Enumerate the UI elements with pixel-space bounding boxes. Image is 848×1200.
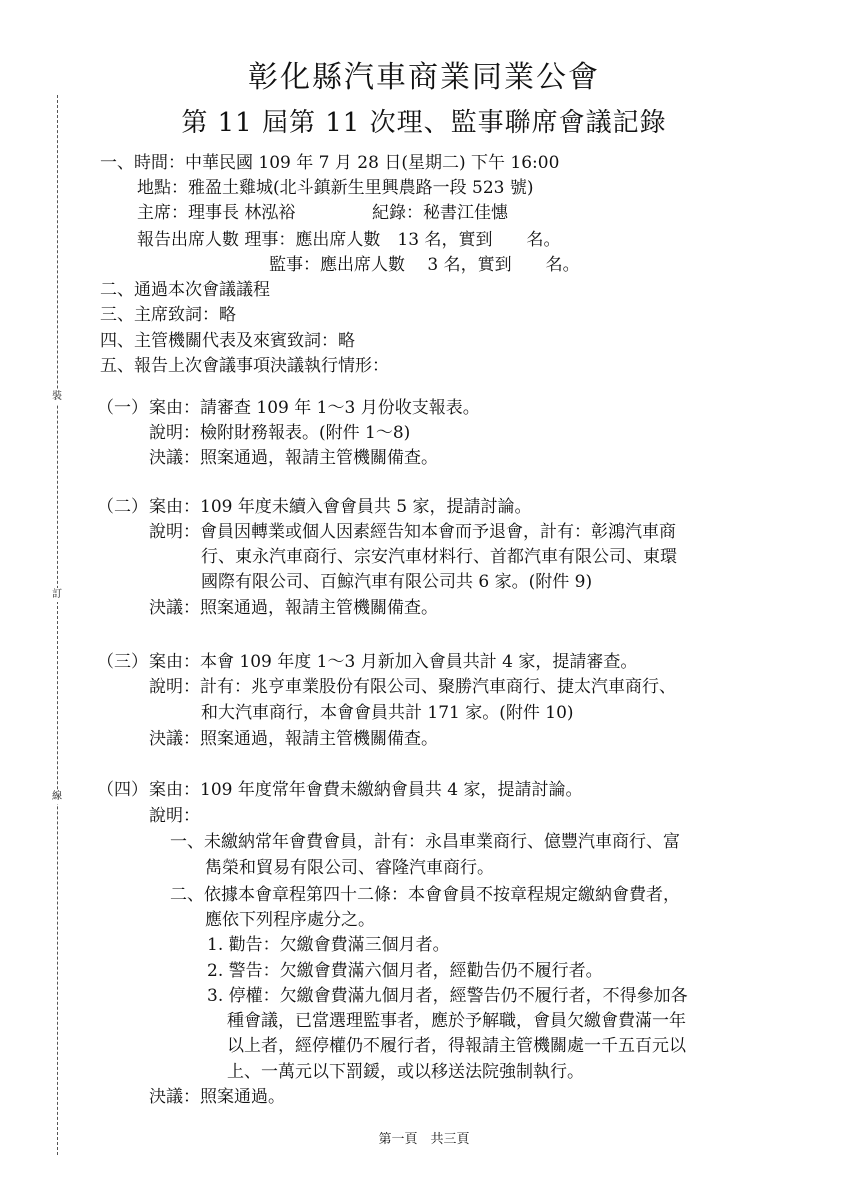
explanation-point-cont: 應依下列程序處分之。 [205,910,375,930]
agenda-item: 三、主席致詞：略 [100,305,236,325]
agenda-item: 二、通過本次會議議程 [100,280,270,300]
explanation-point: 一、未繳納常年會費會員，計有：永昌車業商行、億豐汽車商行、富 [170,832,680,852]
binding-dashed-line [57,95,58,1155]
section-resolution: 決議：照案通過，報請主管機關備查。 [149,448,438,468]
section-number: （三） [97,652,148,672]
sub-item: 3. 停權：欠繳會費滿九個月者，經警告仍不履行者，不得參加各 [207,986,688,1006]
document-title: 彰化縣汽車商業同業公會 [248,60,600,95]
sub-item: 1. 勸告：欠繳會費滿三個月者。 [207,935,450,955]
agenda-item: 四、主管機關代表及來賓致詞：略 [100,331,355,351]
binding-mark-xian: 線 [52,791,62,802]
meeting-chair: 主席：理事長 林泓裕 [137,203,296,223]
explanation-point: 二、依據本會章程第四十二條：本會會員不按章程規定繳納會費者， [170,885,680,905]
section-resolution: 決議：照案通過，報請主管機關備查。 [149,598,438,618]
document-subtitle: 第 11 屆第 11 次理、監事聯席會議記錄 [181,108,667,138]
section-explanation-cont: 行、東永汽車商行、宗安汽車材料行、首都汽車有限公司、東環 [201,547,677,567]
section-explanation-cont: 國際有限公司、百鯨汽車有限公司共 6 家。(附件 9) [201,572,593,592]
sub-item-cont: 上、一萬元以下罰鍰，或以移送法院強制執行。 [227,1062,584,1082]
agenda-item: 五、報告上次會議事項決議執行情形： [100,356,389,376]
section-resolution: 決議：照案通過，報請主管機關備查。 [149,729,438,749]
section-case: 案由：本會 109 年度 1～3 月新加入會員共計 4 家，提請審查。 [149,652,638,672]
section-explanation: 說明：計有：兆亨車業股份有限公司、聚勝汽車商行、捷太汽車商行、 [149,677,676,697]
section-case: 案由：請審查 109 年 1～3 月份收支報表。 [149,398,480,418]
binding-mark-zhuang: 裝 [52,391,62,402]
section-number: （一） [97,398,148,418]
section-case: 案由：109 年度常年會費未繳納會員共 4 家，提請討論。 [149,780,583,800]
section-number: （二） [97,497,148,517]
page-footer: 第一頁 共三頁 [378,1132,470,1147]
meeting-time: 一、時間：中華民國 109 年 7 月 28 日(星期二) 下午 16:00 [100,153,560,173]
binding-mark-ding: 訂 [52,589,62,600]
sub-item: 2. 警告：欠繳會費滿六個月者，經勸告仍不履行者。 [207,961,603,981]
section-number: （四） [97,780,148,800]
section-case: 案由：109 年度未續入會會員共 5 家，提請討論。 [149,497,532,517]
attendance-directors: 報告出席人數 理事：應出席人數 13 名，實到 名。 [137,230,561,250]
section-resolution: 決議：照案通過。 [149,1087,285,1107]
attendance-supervisors: 監事：應出席人數 3 名，實到 名。 [269,255,580,275]
section-explanation: 說明：會員因轉業或個人因素經告知本會而予退會，計有：彰鴻汽車商 [149,522,676,542]
sub-item-cont: 種會議，已當選理監事者，應於予解職，會員欠繳會費滿一年 [227,1011,686,1031]
explanation-point-cont: 雋榮和貿易有限公司、睿隆汽車商行。 [205,858,494,878]
meeting-recorder: 紀錄：秘書江佳憓 [372,203,508,223]
section-explanation-cont: 和大汽車商行，本會會員共計 171 家。(附件 10) [201,703,574,723]
section-explanation: 說明：檢附財務報表。(附件 1～8) [149,423,411,443]
meeting-place: 地點：雅盈土雞城(北斗鎮新生里興農路一段 523 號) [137,178,534,198]
section-explanation: 說明： [149,806,200,826]
sub-item-cont: 以上者，經停權仍不履行者，得報請主管機關處一千五百元以 [227,1036,686,1056]
